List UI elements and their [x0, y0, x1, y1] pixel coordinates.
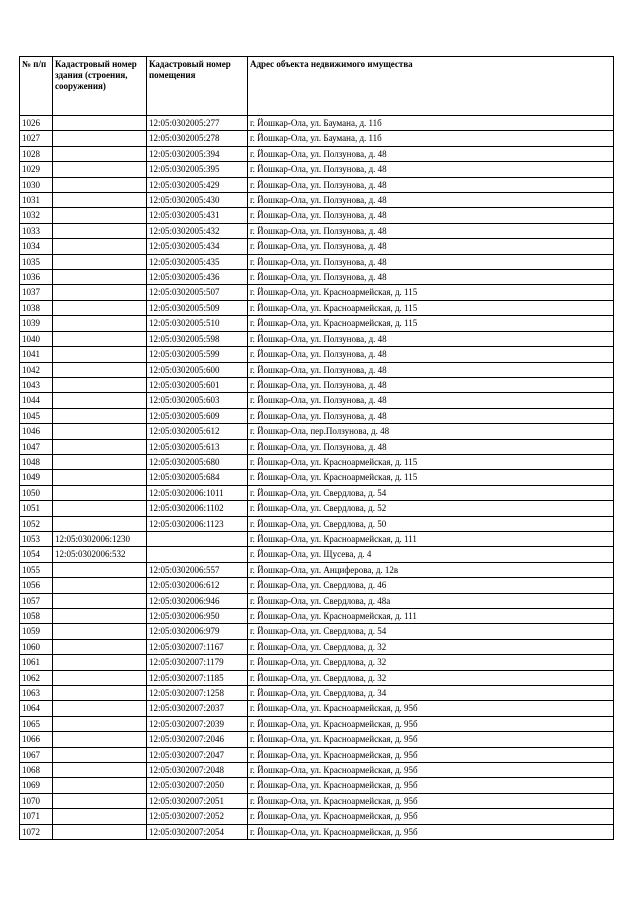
building-cadastral-number: [53, 146, 147, 161]
premises-cadastral-number: 12:05:0302005:613: [147, 439, 248, 454]
row-number: 1072: [20, 824, 53, 839]
building-cadastral-number: [53, 162, 147, 177]
premises-cadastral-number: 12:05:0302006:1102: [147, 501, 248, 516]
building-cadastral-number: [53, 624, 147, 639]
building-cadastral-number: [53, 809, 147, 824]
premises-cadastral-number: 12:05:0302005:598: [147, 331, 248, 346]
table-row: [20, 193, 614, 208]
row-number: 1065: [20, 716, 53, 731]
building-cadastral-number: [53, 331, 147, 346]
header-premises-cadastral: Кадастровый номер помещения: [147, 57, 248, 116]
address: г. Йошкар-Ола, ул. Ползунова, д. 48: [248, 377, 614, 392]
table-row: [20, 131, 614, 146]
premises-cadastral-number: 12:05:0302006:950: [147, 609, 248, 624]
address: г. Йошкар-Ола, ул. Свердлова, д. 32: [248, 639, 614, 654]
row-number: 1051: [20, 501, 53, 516]
premises-cadastral-number: 12:05:0302007:2047: [147, 747, 248, 762]
table-row: [20, 701, 614, 716]
row-number: 1032: [20, 208, 53, 223]
building-cadastral-number: [53, 763, 147, 778]
table-body: [20, 116, 614, 840]
building-cadastral-number: [53, 316, 147, 331]
row-number: 1036: [20, 270, 53, 285]
row-number: 1066: [20, 732, 53, 747]
premises-cadastral-number: 12:05:0302005:394: [147, 146, 248, 161]
address: г. Йошкар-Ола, ул. Щусева, д. 4: [248, 547, 614, 562]
address: г. Йошкар-Ола, ул. Красноармейская, д. 95б: [248, 716, 614, 731]
address: г. Йошкар-Ола, ул. Красноармейская, д. 95б: [248, 809, 614, 824]
address: г. Йошкар-Ола, ул. Ползунова, д. 48: [248, 439, 614, 454]
address: г. Йошкар-Ола, ул. Анциферова, д. 12в: [248, 562, 614, 577]
premises-cadastral-number: 12:05:0302005:507: [147, 285, 248, 300]
premises-cadastral-number: 12:05:0302005:600: [147, 362, 248, 377]
premises-cadastral-number: 12:05:0302005:395: [147, 162, 248, 177]
row-number: 1043: [20, 377, 53, 392]
premises-cadastral-number: 12:05:0302005:435: [147, 254, 248, 269]
row-number: 1034: [20, 239, 53, 254]
table-row: [20, 485, 614, 500]
table-row: [20, 347, 614, 362]
table-row: [20, 809, 614, 824]
premises-cadastral-number: 12:05:0302006:1011: [147, 485, 248, 500]
table-row: [20, 331, 614, 346]
building-cadastral-number: [53, 824, 147, 839]
table-row: [20, 578, 614, 593]
table-row: [20, 516, 614, 531]
table-row: [20, 454, 614, 469]
table-header-row: [20, 57, 614, 116]
table-row: [20, 593, 614, 608]
row-number: 1040: [20, 331, 53, 346]
row-number: 1041: [20, 347, 53, 362]
table-row: [20, 285, 614, 300]
premises-cadastral-number: 12:05:0302005:612: [147, 424, 248, 439]
address: г. Йошкар-Ола, ул. Красноармейская, д. 95б: [248, 732, 614, 747]
table-row: [20, 793, 614, 808]
address: г. Йошкар-Ола, ул. Красноармейская, д. 95б: [248, 747, 614, 762]
header-building-cadastral: Кадастровый номер здания (строения, сооружения): [53, 57, 147, 116]
building-cadastral-number: [53, 223, 147, 238]
building-cadastral-number: [53, 701, 147, 716]
address: г. Йошкар-Ола, ул. Красноармейская, д. 111: [248, 531, 614, 546]
premises-cadastral-number: 12:05:0302007:2051: [147, 793, 248, 808]
premises-cadastral-number: 12:05:0302007:1179: [147, 655, 248, 670]
address: г. Йошкар-Ола, ул. Ползунова, д. 48: [248, 408, 614, 423]
premises-cadastral-number: 12:05:0302006:557: [147, 562, 248, 577]
table-row: [20, 424, 614, 439]
premises-cadastral-number: 12:05:0302005:601: [147, 377, 248, 392]
address: г. Йошкар-Ола, ул. Ползунова, д. 48: [248, 331, 614, 346]
table-row: [20, 470, 614, 485]
address: г. Йошкар-Ола, ул. Свердлова, д. 32: [248, 670, 614, 685]
table-row: [20, 393, 614, 408]
address: г. Йошкар-Ола, ул. Свердлова, д. 52: [248, 501, 614, 516]
table-row: [20, 177, 614, 192]
building-cadastral-number: [53, 716, 147, 731]
header-number: № п/п: [20, 57, 53, 116]
table-row: [20, 116, 614, 131]
building-cadastral-number: [53, 131, 147, 146]
premises-cadastral-number: 12:05:0302007:2037: [147, 701, 248, 716]
building-cadastral-number: [53, 454, 147, 469]
table-row: [20, 763, 614, 778]
premises-cadastral-number: 12:05:0302005:429: [147, 177, 248, 192]
table-row: [20, 824, 614, 839]
building-cadastral-number: [53, 562, 147, 577]
row-number: 1063: [20, 686, 53, 701]
premises-cadastral-number: 12:05:0302005:684: [147, 470, 248, 485]
building-cadastral-number: [53, 408, 147, 423]
address: г. Йошкар-Ола, ул. Красноармейская, д. 115: [248, 470, 614, 485]
building-cadastral-number: 12:05:0302006:1230: [53, 531, 147, 546]
address: г. Йошкар-Ола, ул. Красноармейская, д. 95б: [248, 824, 614, 839]
row-number: 1055: [20, 562, 53, 577]
table-row: [20, 655, 614, 670]
address: г. Йошкар-Ола, ул. Красноармейская, д. 115: [248, 285, 614, 300]
building-cadastral-number: [53, 485, 147, 500]
building-cadastral-number: [53, 254, 147, 269]
row-number: 1049: [20, 470, 53, 485]
address: г. Йошкар-Ола, ул. Красноармейская, д. 115: [248, 316, 614, 331]
building-cadastral-number: [53, 377, 147, 392]
table-row: [20, 501, 614, 516]
row-number: 1038: [20, 300, 53, 315]
building-cadastral-number: [53, 516, 147, 531]
table-row: [20, 531, 614, 546]
row-number: 1062: [20, 670, 53, 685]
premises-cadastral-number: 12:05:0302005:430: [147, 193, 248, 208]
row-number: 1046: [20, 424, 53, 439]
address: г. Йошкар-Ола, ул. Свердлова, д. 54: [248, 485, 614, 500]
address: г. Йошкар-Ола, ул. Красноармейская, д. 95б: [248, 763, 614, 778]
row-number: 1033: [20, 223, 53, 238]
building-cadastral-number: [53, 239, 147, 254]
building-cadastral-number: [53, 655, 147, 670]
address: г. Йошкар-Ола, ул. Ползунова, д. 48: [248, 193, 614, 208]
address: г. Йошкар-Ола, ул. Баумана, д. 11б: [248, 116, 614, 131]
building-cadastral-number: [53, 732, 147, 747]
address: г. Йошкар-Ола, ул. Свердлова, д. 46: [248, 578, 614, 593]
row-number: 1061: [20, 655, 53, 670]
row-number: 1054: [20, 547, 53, 562]
premises-cadastral-number: 12:05:0302007:2046: [147, 732, 248, 747]
premises-cadastral-number: 12:05:0302005:432: [147, 223, 248, 238]
row-number: 1037: [20, 285, 53, 300]
table-row: [20, 377, 614, 392]
address: г. Йошкар-Ола, ул. Ползунова, д. 48: [248, 270, 614, 285]
row-number: 1026: [20, 116, 53, 131]
premises-cadastral-number: 12:05:0302005:431: [147, 208, 248, 223]
address: г. Йошкар-Ола, ул. Ползунова, д. 48: [248, 146, 614, 161]
building-cadastral-number: [53, 593, 147, 608]
premises-cadastral-number: 12:05:0302006:946: [147, 593, 248, 608]
row-number: 1058: [20, 609, 53, 624]
table-row: [20, 239, 614, 254]
building-cadastral-number: [53, 208, 147, 223]
premises-cadastral-number: 12:05:0302005:609: [147, 408, 248, 423]
address: г. Йошкар-Ола, ул. Ползунова, д. 48: [248, 393, 614, 408]
building-cadastral-number: [53, 686, 147, 701]
row-number: 1050: [20, 485, 53, 500]
building-cadastral-number: [53, 424, 147, 439]
row-number: 1064: [20, 701, 53, 716]
premises-cadastral-number: 12:05:0302007:1258: [147, 686, 248, 701]
address: г. Йошкар-Ола, ул. Свердлова, д. 32: [248, 655, 614, 670]
table-row: [20, 778, 614, 793]
address: г. Йошкар-Ола, ул. Ползунова, д. 48: [248, 223, 614, 238]
row-number: 1035: [20, 254, 53, 269]
table-row: [20, 362, 614, 377]
table-row: [20, 732, 614, 747]
address: г. Йошкар-Ола, ул. Красноармейская, д. 95б: [248, 793, 614, 808]
row-number: 1028: [20, 146, 53, 161]
table-row: [20, 639, 614, 654]
premises-cadastral-number: 12:05:0302006:979: [147, 624, 248, 639]
premises-cadastral-number: 12:05:0302006:612: [147, 578, 248, 593]
table-row: [20, 624, 614, 639]
premises-cadastral-number: 12:05:0302006:1123: [147, 516, 248, 531]
address: г. Йошкар-Ола, ул. Красноармейская, д. 95б: [248, 778, 614, 793]
row-number: 1071: [20, 809, 53, 824]
table-row: [20, 146, 614, 161]
building-cadastral-number: [53, 609, 147, 624]
table-row: [20, 300, 614, 315]
table-row: [20, 562, 614, 577]
row-number: 1047: [20, 439, 53, 454]
premises-cadastral-number: 12:05:0302007:2052: [147, 809, 248, 824]
building-cadastral-number: [53, 270, 147, 285]
row-number: 1057: [20, 593, 53, 608]
building-cadastral-number: [53, 501, 147, 516]
premises-cadastral-number: 12:05:0302007:2048: [147, 763, 248, 778]
building-cadastral-number: [53, 300, 147, 315]
address: г. Йошкар-Ола, ул. Красноармейская, д. 115: [248, 300, 614, 315]
address: г. Йошкар-Ола, ул. Красноармейская, д. 115: [248, 454, 614, 469]
premises-cadastral-number: 12:05:0302005:680: [147, 454, 248, 469]
row-number: 1059: [20, 624, 53, 639]
row-number: 1067: [20, 747, 53, 762]
row-number: 1030: [20, 177, 53, 192]
premises-cadastral-number: 12:05:0302005:599: [147, 347, 248, 362]
row-number: 1045: [20, 408, 53, 423]
building-cadastral-number: [53, 470, 147, 485]
building-cadastral-number: [53, 347, 147, 362]
table-row: [20, 670, 614, 685]
premises-cadastral-number: [147, 547, 248, 562]
property-table: [19, 56, 614, 840]
building-cadastral-number: [53, 747, 147, 762]
table-row: [20, 609, 614, 624]
building-cadastral-number: [53, 393, 147, 408]
row-number: 1068: [20, 763, 53, 778]
table-row: [20, 686, 614, 701]
row-number: 1052: [20, 516, 53, 531]
row-number: 1069: [20, 778, 53, 793]
table-row: [20, 208, 614, 223]
table-row: [20, 223, 614, 238]
premises-cadastral-number: 12:05:0302005:436: [147, 270, 248, 285]
building-cadastral-number: [53, 670, 147, 685]
building-cadastral-number: [53, 177, 147, 192]
row-number: 1044: [20, 393, 53, 408]
address: г. Йошкар-Ола, ул. Свердлова, д. 48а: [248, 593, 614, 608]
premises-cadastral-number: 12:05:0302007:1185: [147, 670, 248, 685]
table-row: [20, 270, 614, 285]
premises-cadastral-number: 12:05:0302007:1167: [147, 639, 248, 654]
row-number: 1056: [20, 578, 53, 593]
row-number: 1048: [20, 454, 53, 469]
row-number: 1027: [20, 131, 53, 146]
table-row: [20, 747, 614, 762]
row-number: 1031: [20, 193, 53, 208]
premises-cadastral-number: 12:05:0302005:434: [147, 239, 248, 254]
address: г. Йошкар-Ола, ул. Баумана, д. 11б: [248, 131, 614, 146]
building-cadastral-number: 12:05:0302006:532: [53, 547, 147, 562]
premises-cadastral-number: 12:05:0302007:2054: [147, 824, 248, 839]
table-row: [20, 716, 614, 731]
address: г. Йошкар-Ола, ул. Ползунова, д. 48: [248, 254, 614, 269]
row-number: 1070: [20, 793, 53, 808]
building-cadastral-number: [53, 778, 147, 793]
premises-cadastral-number: 12:05:0302005:509: [147, 300, 248, 315]
building-cadastral-number: [53, 116, 147, 131]
address: г. Йошкар-Ола, ул. Ползунова, д. 48: [248, 177, 614, 192]
address: г. Йошкар-Ола, ул. Ползунова, д. 48: [248, 239, 614, 254]
address: г. Йошкар-Ола, ул. Ползунова, д. 48: [248, 347, 614, 362]
building-cadastral-number: [53, 793, 147, 808]
premises-cadastral-number: 12:05:0302005:277: [147, 116, 248, 131]
address: г. Йошкар-Ола, ул. Ползунова, д. 48: [248, 362, 614, 377]
building-cadastral-number: [53, 578, 147, 593]
address: г. Йошкар-Ола, ул. Свердлова, д. 54: [248, 624, 614, 639]
building-cadastral-number: [53, 285, 147, 300]
row-number: 1060: [20, 639, 53, 654]
address: г. Йошкар-Ола, ул. Свердлова, д. 50: [248, 516, 614, 531]
premises-cadastral-number: 12:05:0302005:510: [147, 316, 248, 331]
premises-cadastral-number: 12:05:0302005:603: [147, 393, 248, 408]
header-address: Адрес объекта недвижимого имущества: [248, 57, 614, 116]
premises-cadastral-number: 12:05:0302007:2039: [147, 716, 248, 731]
table-row: [20, 439, 614, 454]
premises-cadastral-number: 12:05:0302005:278: [147, 131, 248, 146]
table-row: [20, 162, 614, 177]
premises-cadastral-number: 12:05:0302007:2050: [147, 778, 248, 793]
building-cadastral-number: [53, 193, 147, 208]
address: г. Йошкар-Ола, ул. Ползунова, д. 48: [248, 162, 614, 177]
address: г. Йошкар-Ола, ул. Красноармейская, д. 111: [248, 609, 614, 624]
table-row: [20, 316, 614, 331]
address: г. Йошкар-Ола, ул. Свердлова, д. 34: [248, 686, 614, 701]
row-number: 1039: [20, 316, 53, 331]
table-row: [20, 254, 614, 269]
row-number: 1042: [20, 362, 53, 377]
table-row: [20, 547, 614, 562]
row-number: 1053: [20, 531, 53, 546]
address: г. Йошкар-Ола, пер.Ползунова, д. 48: [248, 424, 614, 439]
row-number: 1029: [20, 162, 53, 177]
address: г. Йошкар-Ола, ул. Красноармейская, д. 95б: [248, 701, 614, 716]
building-cadastral-number: [53, 362, 147, 377]
table-row: [20, 408, 614, 423]
premises-cadastral-number: [147, 531, 248, 546]
address: г. Йошкар-Ола, ул. Ползунова, д. 48: [248, 208, 614, 223]
building-cadastral-number: [53, 639, 147, 654]
building-cadastral-number: [53, 439, 147, 454]
